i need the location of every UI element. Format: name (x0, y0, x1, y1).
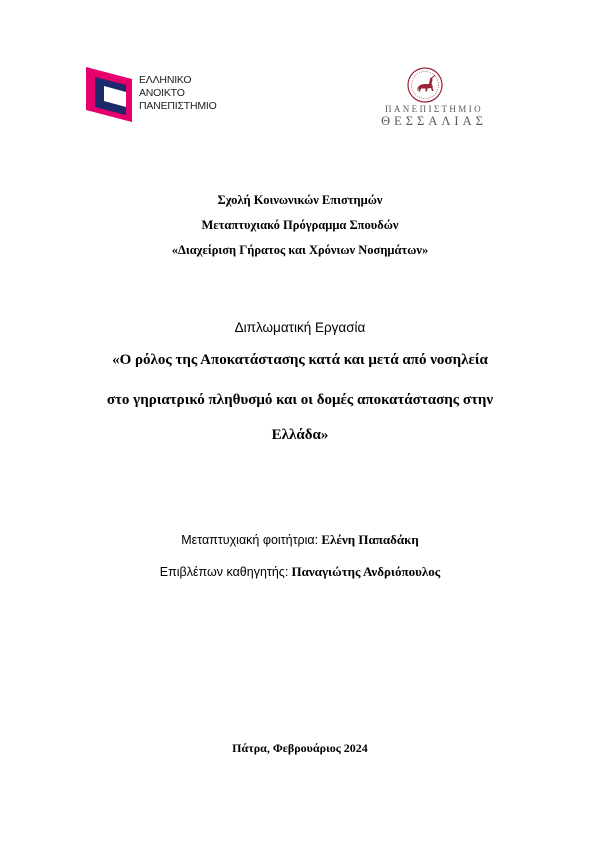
eap-logo-text (139, 74, 217, 113)
eap-logo-line-1: ΕΛΛΗΝΙΚΟ (139, 74, 192, 86)
program-name: Μεταπτυχιακό Πρόγραμμα Σπουδών (201, 218, 399, 232)
school-name: Σχολή Κοινωνικών Επιστημών (217, 193, 383, 207)
uth-logo-line-2: ΘΕΣΣΑΛΙΑΣ (381, 114, 487, 128)
uth-seal-icon (406, 66, 444, 104)
thesis-type: Διπλωματική Εργασία (234, 320, 366, 335)
uth-logo (372, 66, 496, 128)
supervisor-credit (0, 564, 600, 580)
supervisor-label: Επιβλέπων καθηγητής: (159, 565, 289, 579)
thesis-title-line-3: Ελλάδα» (271, 427, 329, 443)
uth-logo-line-1: ΠΑΝΕΠΙΣΤΗΜΙΟ (384, 104, 484, 114)
place-date: Πάτρα, Φεβρουάριος 2024 (232, 741, 368, 755)
eap-logo-line-3: ΠΑΝΕΠΙΣΤΗΜΙΟ (139, 100, 217, 112)
thesis-title-line-2: στο γηριατρικό πληθυσμό και οι δομές αποκατάστασης στην (106, 392, 494, 408)
supervisor-name: Παναγιώτης Ανδριόπουλος (291, 564, 441, 579)
eap-logo (86, 66, 226, 124)
eap-logo-mark-icon (86, 67, 132, 122)
eap-logo-line-2: ΑΝΟΙΚΤΟ (139, 87, 185, 99)
program-title: «Διαχείριση Γήρατος και Χρόνιων Νοσημάτων» (171, 243, 429, 257)
student-credit (0, 532, 600, 548)
student-name: Ελένη Παπαδάκη (321, 532, 419, 547)
thesis-title-line-1: «Ο ρόλος της Αποκατάστασης κατά και μετά από νοσηλεία (112, 352, 488, 368)
student-label: Μεταπτυχιακή φοιτήτρια: (181, 533, 319, 547)
